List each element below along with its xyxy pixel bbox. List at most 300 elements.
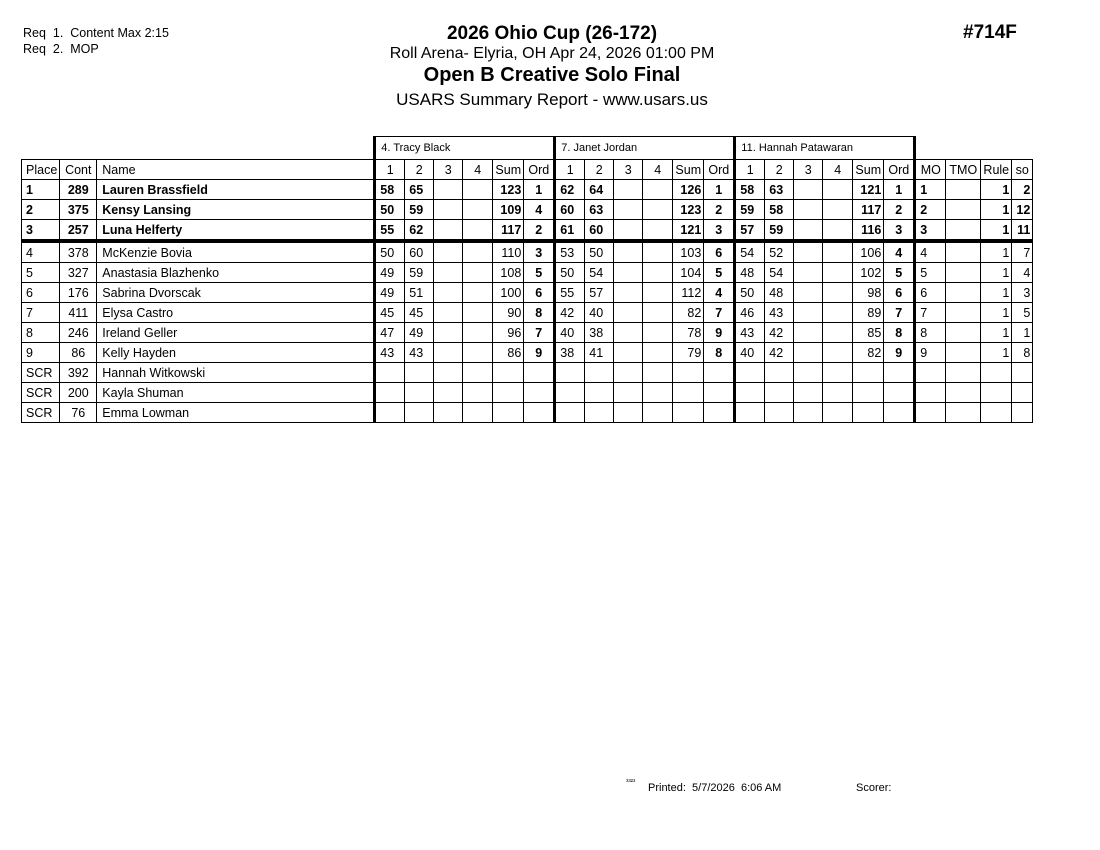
so-cell: 4 (1012, 263, 1033, 283)
result-row (22, 200, 1033, 220)
mo-cell (915, 403, 946, 423)
mo-cell: 6 (915, 283, 946, 303)
score-cell (405, 403, 434, 423)
ordinal-cell (704, 403, 735, 423)
contestant-number-cell: 76 (60, 403, 97, 423)
score-cell (463, 303, 493, 323)
score-cell (463, 220, 493, 242)
rule-cell: 1 (981, 283, 1012, 303)
score-cell (765, 363, 794, 383)
place-cell: 3 (22, 220, 60, 242)
sum-cell (493, 383, 524, 403)
ordinal-cell (884, 403, 915, 423)
score-cell: 57 (735, 220, 765, 242)
score-cell (375, 383, 405, 403)
sum-cell: 78 (673, 323, 704, 343)
place-cell: 6 (22, 283, 60, 303)
contestant-number-cell: 392 (60, 363, 97, 383)
score-cell (614, 283, 643, 303)
score-cell (434, 220, 463, 242)
mo-cell: 3 (915, 220, 946, 242)
score-cell (434, 343, 463, 363)
score-cell: 54 (765, 263, 794, 283)
contestant-number-cell: 375 (60, 200, 97, 220)
col-header-score: 1 (735, 160, 765, 180)
score-cell: 42 (555, 303, 585, 323)
sum-cell: 117 (853, 200, 884, 220)
score-cell (614, 403, 643, 423)
score-cell (375, 363, 405, 383)
place-cell: 9 (22, 343, 60, 363)
score-cell (614, 363, 643, 383)
tmo-cell (946, 220, 981, 242)
ordinal-cell (524, 383, 555, 403)
ordinal-cell: 4 (524, 200, 555, 220)
col-header-name: Name (97, 160, 375, 180)
col-header-ord: Ord (704, 160, 735, 180)
mo-cell (915, 363, 946, 383)
score-cell (585, 363, 614, 383)
tmo-cell (946, 363, 981, 383)
contestant-number-cell: 246 (60, 323, 97, 343)
sum-cell: 121 (853, 180, 884, 200)
score-cell (555, 403, 585, 423)
score-cell (643, 343, 673, 363)
sum-cell: 82 (853, 343, 884, 363)
so-cell: 8 (1012, 343, 1033, 363)
mo-cell (915, 383, 946, 403)
sum-cell: 86 (493, 343, 524, 363)
score-cell (794, 200, 823, 220)
skater-name-cell: Hannah Witkowski (97, 363, 375, 383)
rule-cell: 1 (981, 241, 1012, 263)
so-cell (1012, 383, 1033, 403)
score-cell (735, 363, 765, 383)
score-cell: 40 (735, 343, 765, 363)
score-cell (463, 200, 493, 220)
sum-cell (673, 403, 704, 423)
sum-cell: 79 (673, 343, 704, 363)
ordinal-cell: 5 (704, 263, 735, 283)
score-cell (434, 241, 463, 263)
place-cell: SCR (22, 403, 60, 423)
score-cell (823, 303, 853, 323)
sum-cell: 110 (493, 241, 524, 263)
result-row (22, 180, 1033, 200)
score-cell (463, 283, 493, 303)
contestant-number-cell: 378 (60, 241, 97, 263)
score-cell (794, 323, 823, 343)
sum-cell: 102 (853, 263, 884, 283)
skater-name-cell: Sabrina Dvorscak (97, 283, 375, 303)
score-cell (794, 303, 823, 323)
tmo-cell (946, 283, 981, 303)
score-cell (794, 220, 823, 242)
score-cell: 42 (765, 323, 794, 343)
score-cell (463, 241, 493, 263)
requirement-2: Req 2. MOP (23, 42, 99, 56)
mo-cell: 5 (915, 263, 946, 283)
score-cell: 48 (735, 263, 765, 283)
score-cell: 50 (585, 241, 614, 263)
col-header-sum: Sum (673, 160, 704, 180)
col-header-score: 4 (643, 160, 673, 180)
score-cell: 59 (405, 263, 434, 283)
ordinal-cell (704, 383, 735, 403)
result-row (22, 383, 1033, 403)
score-cell (794, 403, 823, 423)
score-cell (614, 323, 643, 343)
ordinal-cell: 9 (524, 343, 555, 363)
place-cell: 4 (22, 241, 60, 263)
col-header-rule: Rule (981, 160, 1012, 180)
score-cell (823, 363, 853, 383)
score-cell: 59 (405, 200, 434, 220)
result-row (22, 363, 1033, 383)
event-name: Open B Creative Solo Final (423, 64, 681, 86)
score-cell (823, 180, 853, 200)
score-cell (643, 200, 673, 220)
tmo-cell (946, 263, 981, 283)
place-cell: 5 (22, 263, 60, 283)
col-header-cont: Cont (60, 160, 97, 180)
contestant-number-cell: 200 (60, 383, 97, 403)
score-cell (434, 200, 463, 220)
event-code: #714F (963, 22, 1017, 43)
ordinal-cell: 7 (524, 323, 555, 343)
col-header-ord: Ord (884, 160, 915, 180)
score-cell (585, 403, 614, 423)
sum-cell: 116 (853, 220, 884, 242)
score-cell: 49 (405, 323, 434, 343)
sum-cell: 123 (493, 180, 524, 200)
ordinal-cell (524, 363, 555, 383)
ordinal-cell: 6 (524, 283, 555, 303)
skater-name-cell: Lauren Brassfield (97, 180, 375, 200)
so-cell (1012, 403, 1033, 423)
skater-name-cell: McKenzie Bovia (97, 241, 375, 263)
score-cell (765, 383, 794, 403)
score-cell (643, 241, 673, 263)
place-cell: 8 (22, 323, 60, 343)
ordinal-cell: 3 (524, 241, 555, 263)
ordinal-cell (884, 363, 915, 383)
score-cell (823, 220, 853, 242)
rule-cell (981, 383, 1012, 403)
score-cell: 52 (765, 241, 794, 263)
score-cell: 54 (585, 263, 614, 283)
score-cell: 50 (555, 263, 585, 283)
score-cell: 59 (735, 200, 765, 220)
score-cell: 64 (585, 180, 614, 200)
so-cell (1012, 363, 1033, 383)
score-cell: 47 (375, 323, 405, 343)
score-cell (823, 263, 853, 283)
score-cell (463, 403, 493, 423)
rule-cell: 1 (981, 220, 1012, 242)
sum-cell: 98 (853, 283, 884, 303)
score-cell (794, 180, 823, 200)
score-cell (434, 180, 463, 200)
score-cell (823, 323, 853, 343)
ordinal-cell: 3 (884, 220, 915, 242)
col-header-score: 2 (765, 160, 794, 180)
score-cell (643, 180, 673, 200)
col-header-score: 4 (823, 160, 853, 180)
sum-cell: 82 (673, 303, 704, 323)
result-row (22, 220, 1033, 242)
score-cell: 55 (555, 283, 585, 303)
score-cell: 50 (735, 283, 765, 303)
sum-cell: 121 (673, 220, 704, 242)
ordinal-cell: 2 (884, 200, 915, 220)
col-header-so: so (1012, 160, 1033, 180)
score-cell: 62 (555, 180, 585, 200)
score-cell: 43 (735, 323, 765, 343)
ordinal-cell (524, 403, 555, 423)
score-cell (434, 403, 463, 423)
ordinal-cell: 4 (704, 283, 735, 303)
score-cell (405, 383, 434, 403)
ordinal-cell: 8 (884, 323, 915, 343)
score-cell: 49 (375, 263, 405, 283)
result-row (22, 343, 1033, 363)
ordinal-cell: 7 (704, 303, 735, 323)
ordinal-cell: 6 (704, 241, 735, 263)
sum-cell (853, 403, 884, 423)
tmo-cell (946, 200, 981, 220)
mo-cell: 9 (915, 343, 946, 363)
score-cell: 63 (585, 200, 614, 220)
ordinal-cell: 1 (704, 180, 735, 200)
printed-timestamp: Printed: 5/7/2026 6:06 AM (648, 782, 782, 794)
score-cell: 50 (375, 241, 405, 263)
mo-cell: 1 (915, 180, 946, 200)
place-cell: 7 (22, 303, 60, 323)
sum-cell (493, 363, 524, 383)
judge-name: 11. Hannah Patawaran (735, 137, 915, 160)
score-cell: 60 (555, 200, 585, 220)
score-cell (405, 363, 434, 383)
sum-cell: 96 (493, 323, 524, 343)
score-cell (735, 383, 765, 403)
result-row (22, 263, 1033, 283)
ordinal-cell (704, 363, 735, 383)
score-cell: 58 (735, 180, 765, 200)
score-cell: 46 (735, 303, 765, 323)
score-cell (794, 383, 823, 403)
so-cell: 3 (1012, 283, 1033, 303)
sum-cell: 100 (493, 283, 524, 303)
col-header-sum: Sum (853, 160, 884, 180)
sum-cell (853, 383, 884, 403)
score-cell (823, 403, 853, 423)
mo-cell: 7 (915, 303, 946, 323)
so-cell: 2 (1012, 180, 1033, 200)
score-cell (643, 263, 673, 283)
contestant-number-cell: 411 (60, 303, 97, 323)
score-cell (463, 363, 493, 383)
sum-cell: 108 (493, 263, 524, 283)
tmo-cell (946, 403, 981, 423)
so-cell: 11 (1012, 220, 1033, 242)
contestant-number-cell: 176 (60, 283, 97, 303)
ordinal-cell: 2 (704, 200, 735, 220)
rule-cell: 1 (981, 303, 1012, 323)
score-cell (585, 383, 614, 403)
ordinal-cell: 2 (524, 220, 555, 242)
score-cell (463, 343, 493, 363)
score-cell: 61 (555, 220, 585, 242)
so-cell: 5 (1012, 303, 1033, 323)
sum-cell (493, 403, 524, 423)
score-cell: 50 (375, 200, 405, 220)
score-cell (823, 200, 853, 220)
score-cell (614, 220, 643, 242)
so-cell: 7 (1012, 241, 1033, 263)
col-header-score: 3 (794, 160, 823, 180)
results-table (21, 136, 1033, 423)
score-cell (794, 363, 823, 383)
sum-cell: 109 (493, 200, 524, 220)
so-cell: 1 (1012, 323, 1033, 343)
result-row (22, 283, 1033, 303)
score-cell (434, 303, 463, 323)
score-cell (614, 303, 643, 323)
ordinal-cell: 9 (704, 323, 735, 343)
score-cell (823, 283, 853, 303)
tmo-cell (946, 180, 981, 200)
score-cell (463, 323, 493, 343)
score-cell: 58 (375, 180, 405, 200)
ordinal-cell: 3 (704, 220, 735, 242)
score-cell (434, 383, 463, 403)
sum-cell: 112 (673, 283, 704, 303)
mo-cell: 8 (915, 323, 946, 343)
ordinal-cell: 4 (884, 241, 915, 263)
score-cell: 60 (585, 220, 614, 242)
score-cell (555, 383, 585, 403)
score-cell: 45 (375, 303, 405, 323)
score-cell (614, 180, 643, 200)
score-cell (643, 363, 673, 383)
score-cell (794, 283, 823, 303)
software-mark: ³³²³ (626, 779, 636, 786)
tmo-cell (946, 303, 981, 323)
score-cell: 53 (555, 241, 585, 263)
score-cell (823, 241, 853, 263)
sum-cell: 126 (673, 180, 704, 200)
score-cell: 65 (405, 180, 434, 200)
mo-cell: 2 (915, 200, 946, 220)
sum-cell: 103 (673, 241, 704, 263)
mo-cell: 4 (915, 241, 946, 263)
score-cell (823, 343, 853, 363)
score-cell (765, 403, 794, 423)
score-cell (643, 283, 673, 303)
score-cell (823, 383, 853, 403)
score-cell (643, 303, 673, 323)
col-header-score: 4 (463, 160, 493, 180)
score-cell: 49 (375, 283, 405, 303)
score-cell: 41 (585, 343, 614, 363)
result-row (22, 303, 1033, 323)
score-cell (735, 403, 765, 423)
rule-cell (981, 363, 1012, 383)
judge-name: 4. Tracy Black (375, 137, 555, 160)
score-cell: 58 (765, 200, 794, 220)
ordinal-cell: 1 (524, 180, 555, 200)
score-cell: 48 (765, 283, 794, 303)
score-cell (434, 283, 463, 303)
score-cell: 55 (375, 220, 405, 242)
score-cell (614, 200, 643, 220)
tmo-cell (946, 343, 981, 363)
sum-cell: 89 (853, 303, 884, 323)
ordinal-cell: 5 (884, 263, 915, 283)
ordinal-cell: 8 (704, 343, 735, 363)
judge-header-row (22, 137, 1033, 160)
skater-name-cell: Luna Helferty (97, 220, 375, 242)
col-header-score: 3 (434, 160, 463, 180)
skater-name-cell: Kelly Hayden (97, 343, 375, 363)
sum-cell: 123 (673, 200, 704, 220)
rule-cell: 1 (981, 323, 1012, 343)
requirement-1: Req 1. Content Max 2:15 (23, 26, 169, 40)
score-cell (643, 220, 673, 242)
col-header-place: Place (22, 160, 60, 180)
ordinal-cell: 1 (884, 180, 915, 200)
score-cell: 63 (765, 180, 794, 200)
score-cell (375, 403, 405, 423)
tmo-cell (946, 383, 981, 403)
tmo-cell (946, 323, 981, 343)
ordinal-cell (884, 383, 915, 403)
report-title: USARS Summary Report - www.usars.us (396, 90, 708, 109)
rule-cell (981, 403, 1012, 423)
score-cell (614, 241, 643, 263)
col-header-score: 3 (614, 160, 643, 180)
competition-title: 2026 Ohio Cup (26-172) (446, 23, 658, 44)
score-cell: 43 (405, 343, 434, 363)
score-cell: 43 (765, 303, 794, 323)
col-header-mo: MO (915, 160, 946, 180)
score-cell (614, 263, 643, 283)
so-cell: 12 (1012, 200, 1033, 220)
score-cell: 57 (585, 283, 614, 303)
score-cell (794, 343, 823, 363)
score-cell (614, 383, 643, 403)
score-cell: 38 (585, 323, 614, 343)
score-cell (555, 363, 585, 383)
score-cell: 38 (555, 343, 585, 363)
score-cell: 45 (405, 303, 434, 323)
skater-name-cell: Anastasia Blazhenko (97, 263, 375, 283)
result-row (22, 403, 1033, 423)
col-header-score: 2 (585, 160, 614, 180)
judge-name: 7. Janet Jordan (555, 137, 735, 160)
col-header-tmo: TMO (946, 160, 981, 180)
ordinal-cell: 9 (884, 343, 915, 363)
location-datetime: Roll Arena- Elyria, OH Apr 24, 2026 01:00 PM (389, 45, 715, 62)
contestant-number-cell: 86 (60, 343, 97, 363)
rule-cell: 1 (981, 343, 1012, 363)
rule-cell: 1 (981, 200, 1012, 220)
score-cell: 43 (375, 343, 405, 363)
sum-cell (853, 363, 884, 383)
contestant-number-cell: 327 (60, 263, 97, 283)
col-header-score: 1 (375, 160, 405, 180)
